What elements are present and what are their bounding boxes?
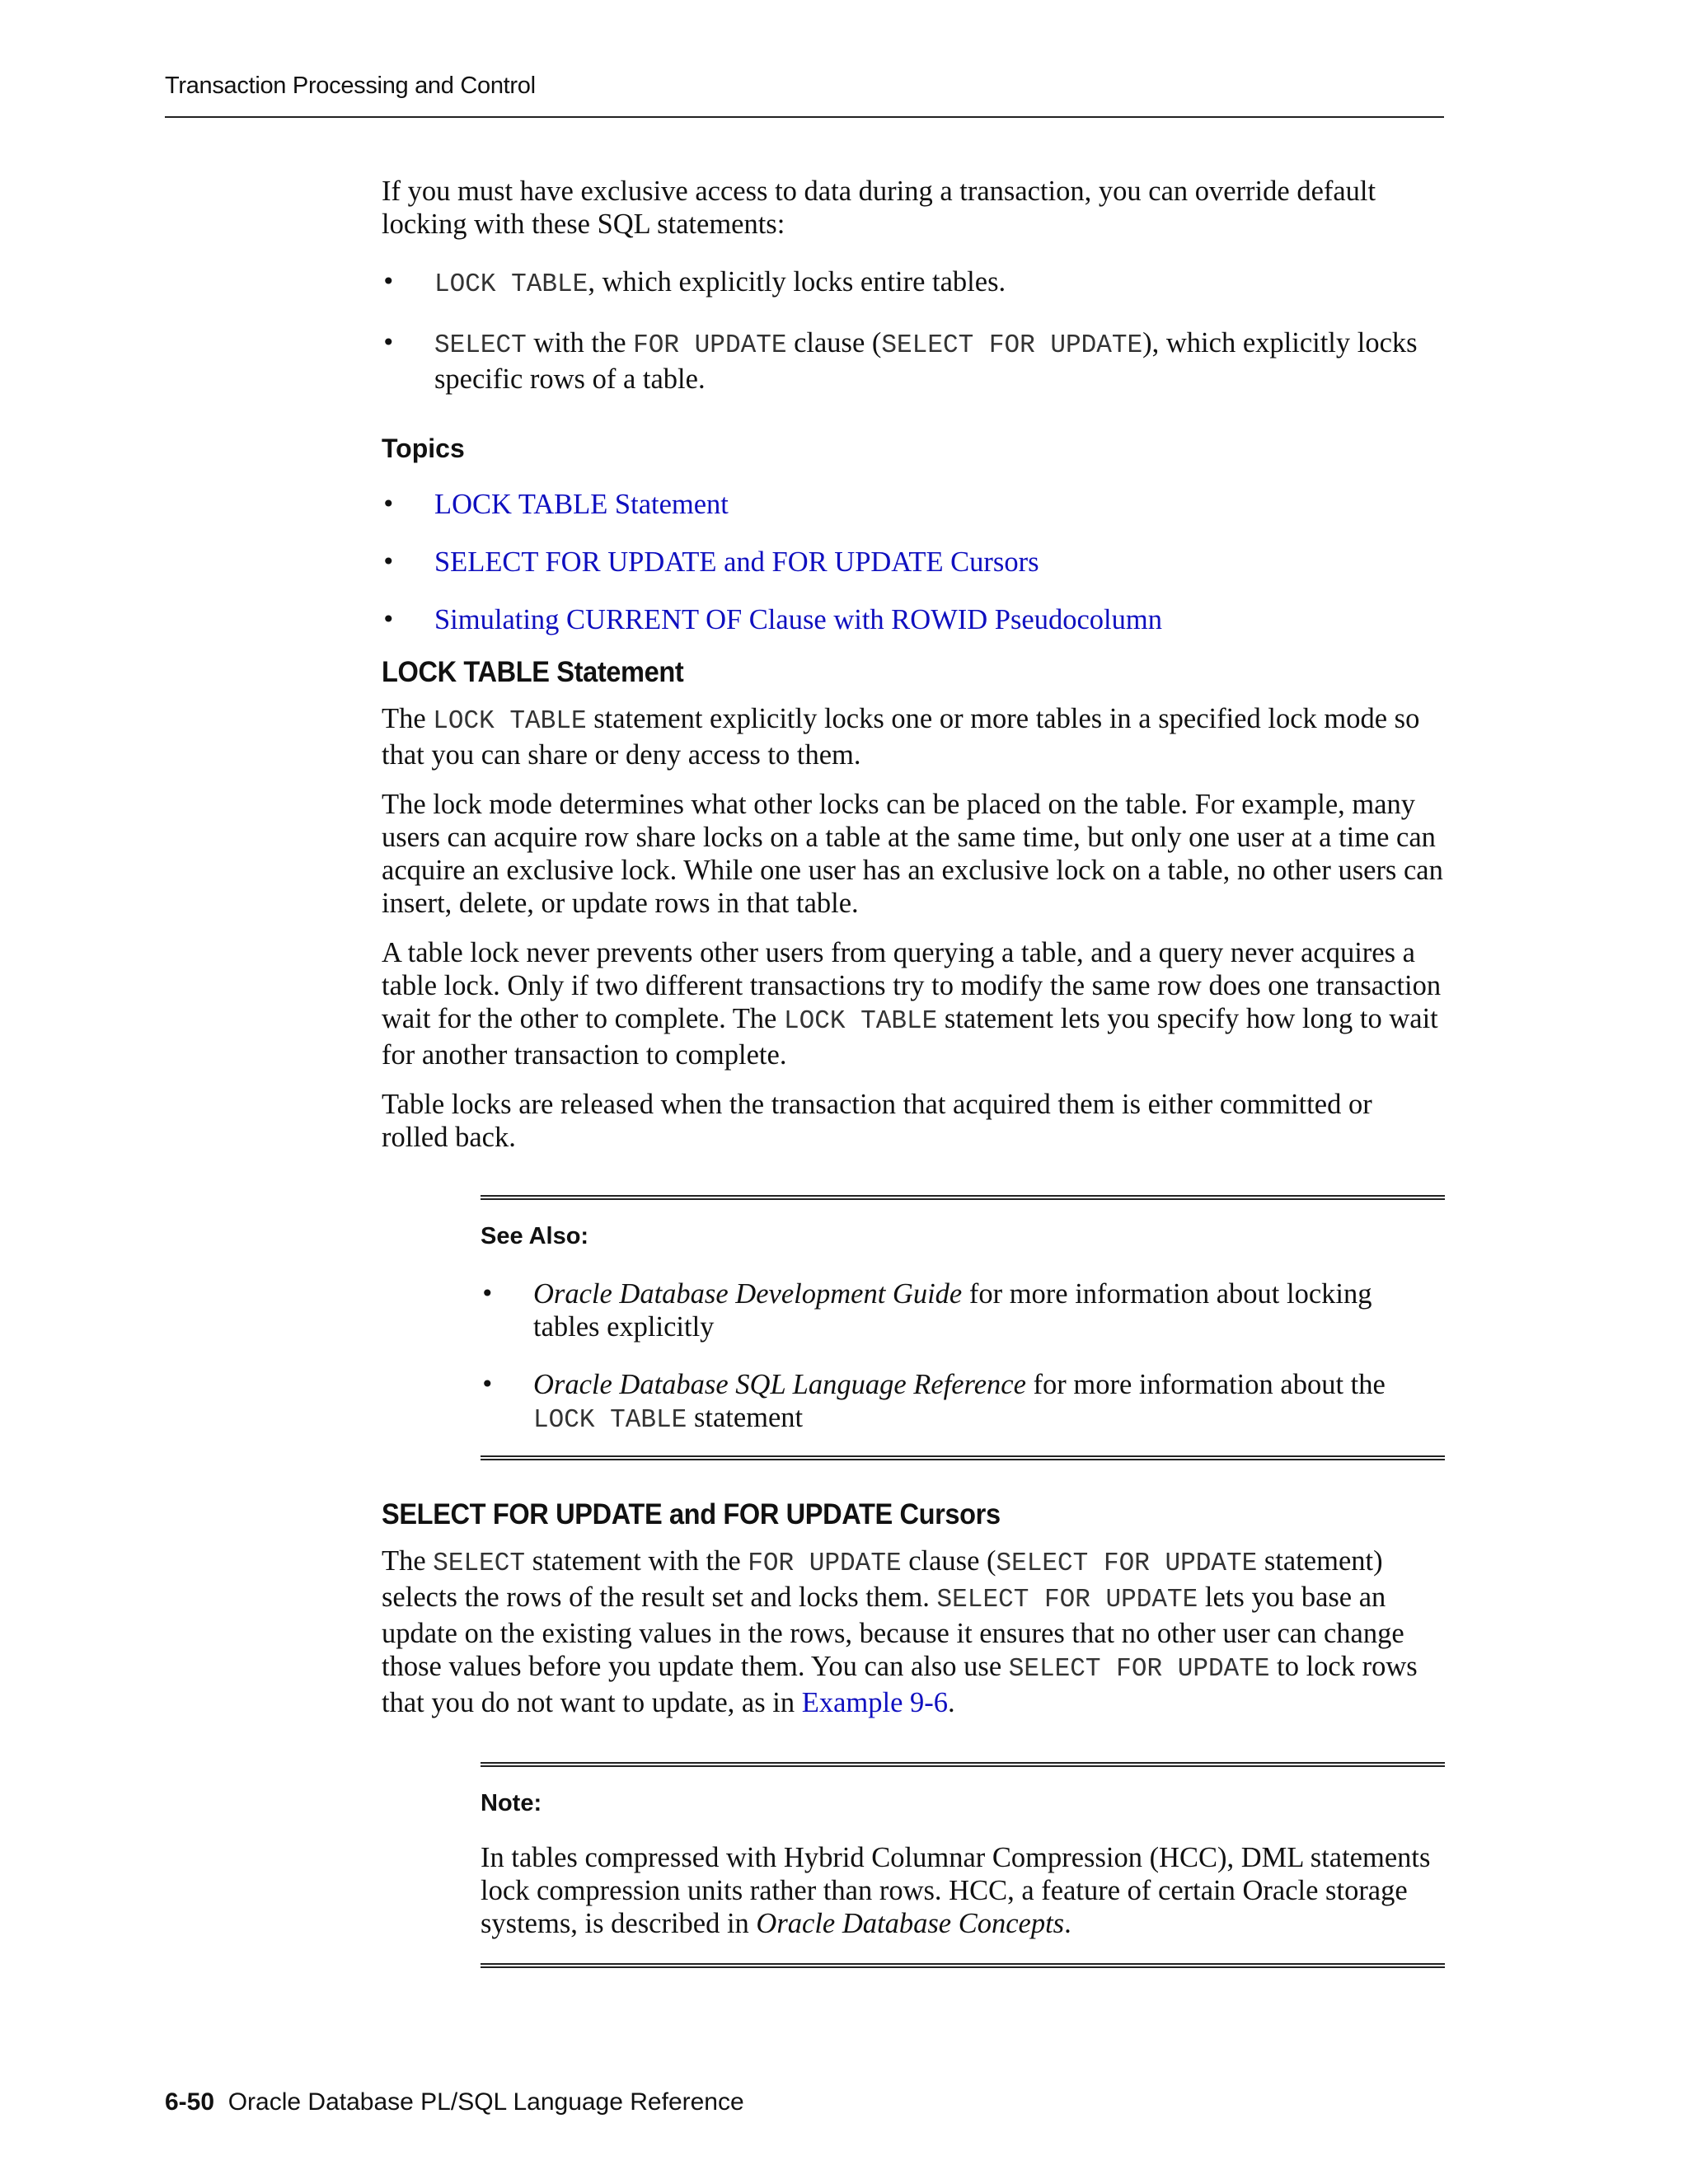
code-lock-table: LOCK TABLE xyxy=(783,1007,938,1036)
topic-item xyxy=(382,546,1445,579)
lock-table-paragraph-2: The lock mode determines what other locks can be placed on the table. For example, many users can acquire row share locks on a table at the same time, but only one user at a time can acquire an exclusive lock. While one user has an exclusive lock on a table, no other users can insert, delete, or update rows in that table. xyxy=(382,789,1443,919)
note-text xyxy=(481,1841,1445,1940)
text: statement xyxy=(687,1402,804,1433)
see-also-list xyxy=(481,1277,1445,1437)
topics-link-list xyxy=(382,488,1445,636)
code-select-for-update: SELECT FOR UPDATE xyxy=(881,331,1143,360)
text: clause ( xyxy=(901,1545,996,1577)
text: A table lock never prevents other users from querying a table, and a query never acquires a table lock. Only if two different transactions try to modify the same row does one transaction wait for the other to complete. The xyxy=(382,937,1442,1034)
code-for-update: FOR UPDATE xyxy=(633,331,787,360)
text: to lock rows that you do not want to update, as in xyxy=(382,1651,1418,1718)
note-title: Note: xyxy=(481,1790,542,1816)
see-also-item xyxy=(481,1368,1445,1437)
header-rule xyxy=(165,116,1444,118)
text: . xyxy=(1064,1908,1071,1939)
intro-paragraph: If you must have exclusive access to data during a transaction, you can override default locking with these SQL statements: xyxy=(382,176,1376,240)
page-body xyxy=(382,175,1445,1968)
topic-item xyxy=(382,488,1445,521)
lock-table-paragraph-1 xyxy=(382,702,1445,771)
page-number: 6-50 xyxy=(165,2088,215,2116)
text: for more information about the xyxy=(1025,1369,1386,1400)
text: The xyxy=(382,1545,434,1577)
bullet-lock-table xyxy=(382,265,1445,302)
link-example-9-6[interactable]: Example 9-6 xyxy=(801,1687,948,1718)
text: In tables compressed with Hybrid Columnar Compression (HCC), DML statements lock compression units rather than rows. HCC, a feature of certain Oracle storage systems, is described in xyxy=(481,1842,1431,1939)
text: . xyxy=(948,1687,955,1718)
code-lock-table: LOCK TABLE xyxy=(533,1406,687,1435)
lock-table-paragraph-4: Table locks are released when the transaction that acquired them is either committed or rolled back. xyxy=(382,1089,1372,1153)
text: The xyxy=(382,703,434,734)
code-select-for-update: SELECT FOR UPDATE xyxy=(936,1586,1198,1615)
intro-bullet-list xyxy=(382,265,1445,396)
code-lock-table: LOCK TABLE xyxy=(433,707,587,736)
running-header: Transaction Processing and Control xyxy=(165,73,536,99)
book-title-footer: Oracle Database PL/SQL Language Reference xyxy=(227,2088,744,2116)
note-box xyxy=(481,1762,1445,1968)
see-also-item xyxy=(481,1277,1445,1343)
code-select: SELECT xyxy=(433,1549,526,1578)
text: statement lets you specify how long to wait for another transaction to complete. xyxy=(382,1003,1438,1071)
bullet-text: clause ( xyxy=(786,327,882,359)
lock-table-paragraph-3 xyxy=(382,936,1445,1071)
book-title: Oracle Database Concepts xyxy=(756,1908,1065,1939)
code-select-for-update: SELECT FOR UPDATE xyxy=(1008,1655,1270,1684)
code-select-for-update: SELECT FOR UPDATE xyxy=(996,1549,1258,1578)
link-simulating-current-of[interactable]: Simulating CURRENT OF Clause with ROWID Pseudocolumn xyxy=(434,604,1162,635)
section-heading-select-for-update: SELECT FOR UPDATE and FOR UPDATE Cursors xyxy=(382,1498,1001,1530)
book-title: Oracle Database SQL Language Reference xyxy=(533,1369,1026,1400)
bullet-text: , which explicitly locks entire tables. xyxy=(588,266,1006,298)
code-for-update: FOR UPDATE xyxy=(748,1549,902,1578)
see-also-box xyxy=(481,1195,1445,1460)
bullet-text: ), which explicitly locks specific rows of a table. xyxy=(434,327,1418,395)
see-also-title: See Also: xyxy=(481,1223,589,1249)
text: statement with the xyxy=(525,1545,748,1577)
topics-heading: Topics xyxy=(382,434,465,463)
page-footer xyxy=(165,2088,744,2116)
select-for-update-paragraph xyxy=(382,1544,1445,1719)
link-lock-table-statement[interactable]: LOCK TABLE Statement xyxy=(434,489,729,520)
text: for more information about locking tables explicitly xyxy=(533,1278,1372,1343)
text: statement) selects the rows of the result set and locks them. xyxy=(382,1545,1383,1613)
text: statement explicitly locks one or more tables in a specified lock mode so that you can share or deny access to them. xyxy=(382,703,1420,771)
code-lock-table: LOCK TABLE xyxy=(434,270,588,299)
code-select: SELECT xyxy=(434,331,527,360)
book-title: Oracle Database Development Guide xyxy=(533,1278,963,1310)
link-select-for-update-cursors[interactable]: SELECT FOR UPDATE and FOR UPDATE Cursors xyxy=(434,546,1039,578)
bullet-text: with the xyxy=(526,327,634,359)
text: lets you base an update on the existing values in the rows, because it ensures that no other user can change those values before you update them. You can also use xyxy=(382,1582,1404,1682)
topic-item xyxy=(382,603,1445,636)
section-heading-lock-table: LOCK TABLE Statement xyxy=(382,656,684,688)
bullet-select-for-update xyxy=(382,326,1445,396)
